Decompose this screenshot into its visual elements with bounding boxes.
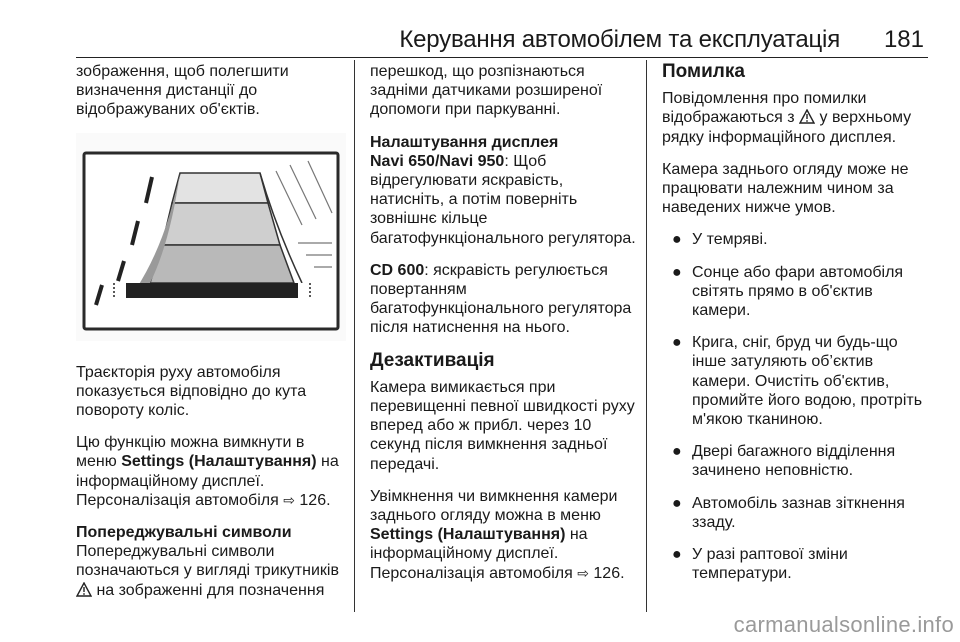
disable-paragraph: Цю функцію можна вимкнути в меню Settings (Налаштування) на інформаційному дисплеї. Персоналізація автомобіля ⇨ 126. xyxy=(76,434,339,509)
list-item: ● Двері багажного відділення зачинено неповністю. xyxy=(672,443,896,480)
navi-paragraph: Navi 650/Navi 950: Щоб відрегулювати яскравість, натисніть, а потім поверніть зовнішнє кільце багатофункціонального регулятора. xyxy=(370,152,636,247)
list-item: ● У разі раптової зміни температури. xyxy=(672,546,848,583)
bullet-icon: ● xyxy=(672,494,682,512)
header-rule xyxy=(76,57,928,58)
bullet-icon: ● xyxy=(672,546,682,564)
intro-paragraph: зображення, щоб полегшити визначення дистанції до відображуваних об'єктів. xyxy=(76,63,289,119)
error-paragraph: Повідомлення про помилки відображаються з у верхньому рядку інформаційного дисплея. xyxy=(662,90,912,146)
list-item: ● У темряві. xyxy=(672,231,768,249)
list-item: ● Сонце або фари автомобіля світять прямо в об'єктив камери. xyxy=(672,263,904,320)
list-item: ● Крига, сніг, бруд чи будь-що інше затуляють об’єктив камери. Очистіть об'єктив, промийте його водою, протріть м'якою тканиною. xyxy=(672,334,923,429)
bullet-icon: ● xyxy=(672,334,682,352)
column-1 xyxy=(76,62,346,613)
bullet-icon: ● xyxy=(672,231,682,249)
conditions-list xyxy=(662,230,932,583)
page-header xyxy=(76,22,928,58)
warning-symbols-heading: Попереджувальні символи xyxy=(76,524,292,542)
bullet-icon: ● xyxy=(672,443,682,461)
trajectory-caption: Траєкторія руху автомобіля показується відповідно до кута повороту коліс. xyxy=(76,363,307,420)
bullet-icon: ● xyxy=(672,263,682,281)
navi-label: Navi 650/Navi 950 xyxy=(370,152,505,170)
page-ref-arrow-icon: ⇨ xyxy=(283,491,295,508)
column-3 xyxy=(662,62,932,596)
malfunction-paragraph: Камера заднього огляду може не працювати належним чином за наведених нижче умов. xyxy=(662,160,909,217)
column-divider-left xyxy=(354,60,355,612)
toggle-paragraph: Увімкнення чи вимкнення камери заднього огляду можна в меню Settings (Налаштування) на інформаційному дисплеї. Персоналізація автомобіля ⇨ 126. xyxy=(370,487,625,582)
column-divider-right xyxy=(646,60,647,612)
error-heading: Помилка xyxy=(662,61,745,82)
page-number: 181 xyxy=(883,26,924,53)
rear-camera-guideline-illustration xyxy=(76,133,346,341)
warning-symbols-paragraph: Попереджувальні символи позначаються у вигляді трикутників на зображенні для позначення xyxy=(76,543,339,599)
guideline-svg xyxy=(76,133,346,341)
warning-triangle-icon xyxy=(799,109,815,124)
settings-menu-label: Settings (Налаштування) xyxy=(121,453,317,471)
page-ref-arrow-icon: ⇨ xyxy=(577,564,589,581)
deactivation-paragraph: Камера вимикається при перевищенні певної швидкості руху вперед або ж прибл. через 10 секунд після вимкнення задньої передачі. xyxy=(370,378,635,473)
settings-menu-label: Settings (Налаштування) xyxy=(370,526,566,544)
continued-paragraph: перешкод, що розпізнаються задніми датчиками розширеної допомоги при паркуванні. xyxy=(370,63,603,119)
list-item: ● Автомобіль зазнав зіткнення ззаду. xyxy=(672,494,905,531)
display-settings-heading: Налаштування дисплея xyxy=(370,133,559,151)
chapter-title: Керування автомобілем та експлуатація xyxy=(399,26,840,53)
page-ref: 126 xyxy=(593,564,621,582)
watermark: carmanualsonline.info xyxy=(733,612,954,637)
deactivation-heading: Дезактивація xyxy=(370,349,495,371)
warning-triangle-icon xyxy=(76,582,92,597)
cd-paragraph: CD 600: яскравість регулюється повертанням багатофункціонального регулятора після натиснення на нього. xyxy=(370,261,632,337)
page-ref: 126 xyxy=(299,491,327,509)
column-2 xyxy=(370,62,638,596)
cd-label: CD 600 xyxy=(370,261,425,279)
